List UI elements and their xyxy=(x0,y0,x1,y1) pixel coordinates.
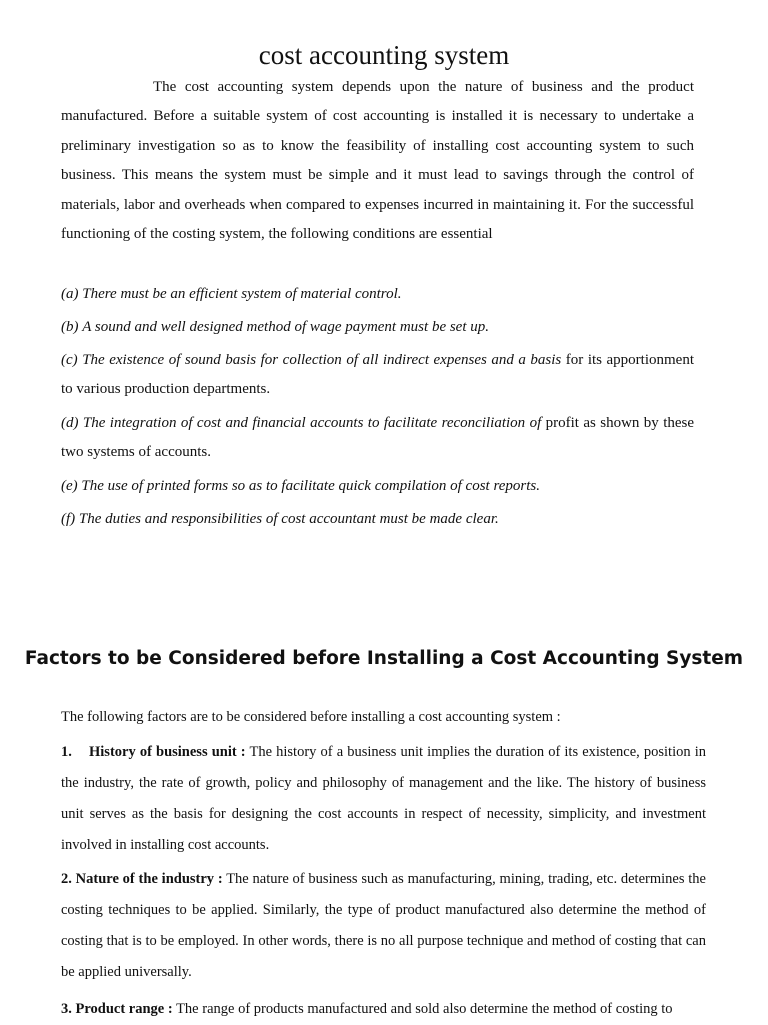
condition-label: (d) xyxy=(61,415,79,431)
condition-item xyxy=(61,313,694,342)
condition-item xyxy=(61,472,694,501)
factor-item xyxy=(61,737,706,861)
factor-text: The range of products manufactured and sold also determine the method of costing to xyxy=(176,1001,673,1017)
intro-paragraph xyxy=(61,73,694,249)
condition-text: The integration of cost and financial accounts to facilitate reconciliation of xyxy=(82,415,542,431)
condition-text: The use of printed forms so as to facilitate quick compilation of cost reports. xyxy=(81,478,540,494)
condition-item xyxy=(61,505,694,534)
page-title: cost accounting system xyxy=(258,40,510,70)
condition-label: (a) xyxy=(61,286,79,302)
factor-text: The history of a business unit implies the duration of its existence, position in the industry, the rate of growth, policy and philosophy of management and the like. The history of business unit serves as the basis for designing the cost accounts in respect of necessity, simplicity, and investment involved in installing cost accounts. xyxy=(61,744,706,853)
condition-label: (f) xyxy=(61,511,76,527)
condition-item xyxy=(61,346,694,405)
section-heading: Factors to be Considered before Installing a Cost Accounting System xyxy=(24,648,744,669)
condition-text: There must be an efficient system of material control. xyxy=(82,286,402,302)
factor-title: Product range : xyxy=(75,1001,173,1017)
condition-text: The duties and responsibilities of cost accountant must be made clear. xyxy=(78,511,499,527)
condition-label: (b) xyxy=(61,319,79,335)
condition-item xyxy=(61,280,694,309)
factor-number: 3. xyxy=(61,1001,72,1017)
factor-number: 1. xyxy=(61,744,72,760)
factor-title: History of business unit : xyxy=(89,744,246,760)
factor-title: Nature of the industry : xyxy=(75,871,223,887)
condition-text: A sound and well designed method of wage payment must be set up. xyxy=(82,319,490,335)
condition-text: The existence of sound basis for collection of all indirect expenses and a basis xyxy=(82,352,562,368)
factors-intro: The following factors are to be considered before installing a cost accounting system : xyxy=(61,709,561,725)
factor-item xyxy=(61,864,706,988)
factor-number: 2. xyxy=(61,871,72,887)
condition-label: (c) xyxy=(61,352,78,368)
condition-label: (e) xyxy=(61,478,78,494)
factor-item xyxy=(61,994,706,1025)
factor-text: The nature of business such as manufacturing, mining, trading, etc. determines the costing techniques to be applied. Similarly, the type of product manufactured also determine the method of costing that is to be employed. In other words, there is no all purpose technique and method of costing that can be applied universally. xyxy=(61,871,706,980)
intro-paragraph-text: The cost accounting system depends upon the nature of business and the product manufactured. Before a suitable system of cost accounting is installed it is necessary to undertake a preliminary investigation so as to know the feasibility of installing cost accounting system to such business. This means the system must be simple and it must lead to savings through the control of materials, labor and overheads when compared to expenses incurred in maintaining it. For the successful functioning of the costing system, the following conditions are essential xyxy=(61,79,694,243)
condition-item xyxy=(61,409,694,468)
condition-text-continued: for its apportionment to various production departments. xyxy=(61,352,694,398)
condition-text-continued: profit as shown by these two systems of accounts. xyxy=(61,415,695,461)
